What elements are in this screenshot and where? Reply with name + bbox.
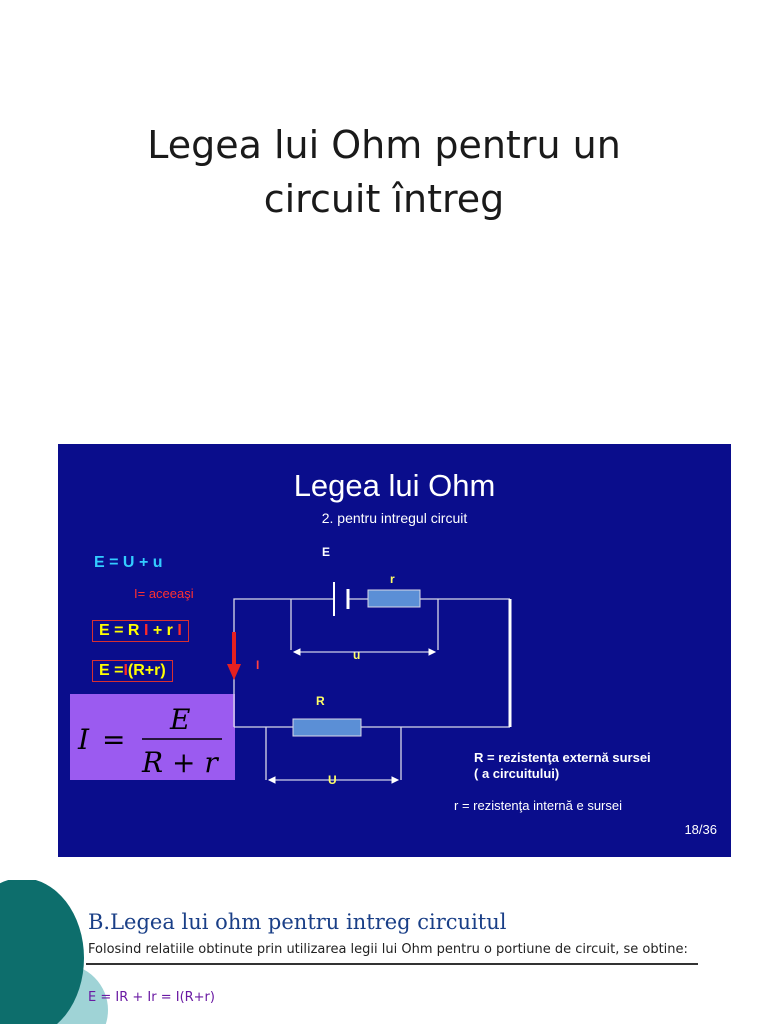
circuit-diagram <box>58 444 731 857</box>
formula-lhs: I <box>78 723 90 756</box>
page-title <box>84 118 684 226</box>
current-arrow-head <box>227 664 241 680</box>
eq2-i1: I <box>143 622 149 639</box>
slide-page-number: 18/36 <box>684 822 717 837</box>
label-u: u <box>353 648 361 662</box>
slide-image <box>58 444 731 857</box>
eq2-e: E <box>99 622 110 639</box>
eq3-rest: (R+r) <box>127 662 166 679</box>
u-arrow-left <box>294 649 300 655</box>
eq3-i: I <box>123 662 128 679</box>
label-U: U <box>328 773 337 787</box>
formula-numerator: E <box>170 703 191 736</box>
eq2-r-upper: R <box>127 622 140 639</box>
slide-title: Legea lui Ohm <box>293 468 496 503</box>
wire-left-top <box>234 599 334 696</box>
section-rule <box>86 963 698 965</box>
section-text: Folosind relatiile obtinute prin utilizarea legii lui Ohm pentru o portiune de circuit, se obtine: <box>88 942 688 957</box>
decor-circle-dark <box>0 880 84 1024</box>
slide-subtitle: 2. pentru intregul circuit <box>321 510 468 526</box>
internal-resistance-desc: r = rezistenţa internă e sursei <box>454 798 622 813</box>
external-resistance-desc-line-1: R = rezistenţa externă sursei <box>474 750 651 765</box>
internal-resistor <box>368 590 420 607</box>
page-title-line-1: Legea lui Ohm pentru un <box>147 123 621 167</box>
eq1-u-lower: u <box>152 554 163 571</box>
label-R: R <box>316 694 325 708</box>
external-resistance-desc-line-2: ( a circuitului) <box>474 766 560 781</box>
second-slide-excerpt <box>0 880 768 1024</box>
eq1-op: = <box>109 554 119 571</box>
eq2-plus: + <box>152 622 163 639</box>
section-equation: E = IR + Ir = I(R+r) <box>88 990 215 1005</box>
current-same-note: I= aceeaşi <box>134 586 194 601</box>
external-resistor <box>293 719 361 736</box>
label-r: r <box>390 572 395 586</box>
U-arrow-right <box>392 777 398 783</box>
u-arrow-right <box>429 649 435 655</box>
eq1-e: E <box>94 554 105 571</box>
eq2-i2: I <box>177 622 182 639</box>
eq3-op: = <box>114 662 124 679</box>
eq2-op: = <box>114 622 124 639</box>
formula-eq: = <box>102 723 126 756</box>
label-E: E <box>322 545 331 559</box>
eq1-plus: + <box>138 554 149 571</box>
eq3-e: E <box>99 662 110 679</box>
page-title-line-2: circuit întreg <box>263 177 505 221</box>
eq1-u-upper: U <box>122 554 135 571</box>
eq2-r-lower: r <box>166 622 173 639</box>
U-arrow-left <box>269 777 275 783</box>
label-I: I <box>256 658 260 672</box>
section-heading: B.Legea lui ohm pentru intreg circuitul <box>88 910 507 934</box>
formula-denominator: R + r <box>142 746 218 779</box>
